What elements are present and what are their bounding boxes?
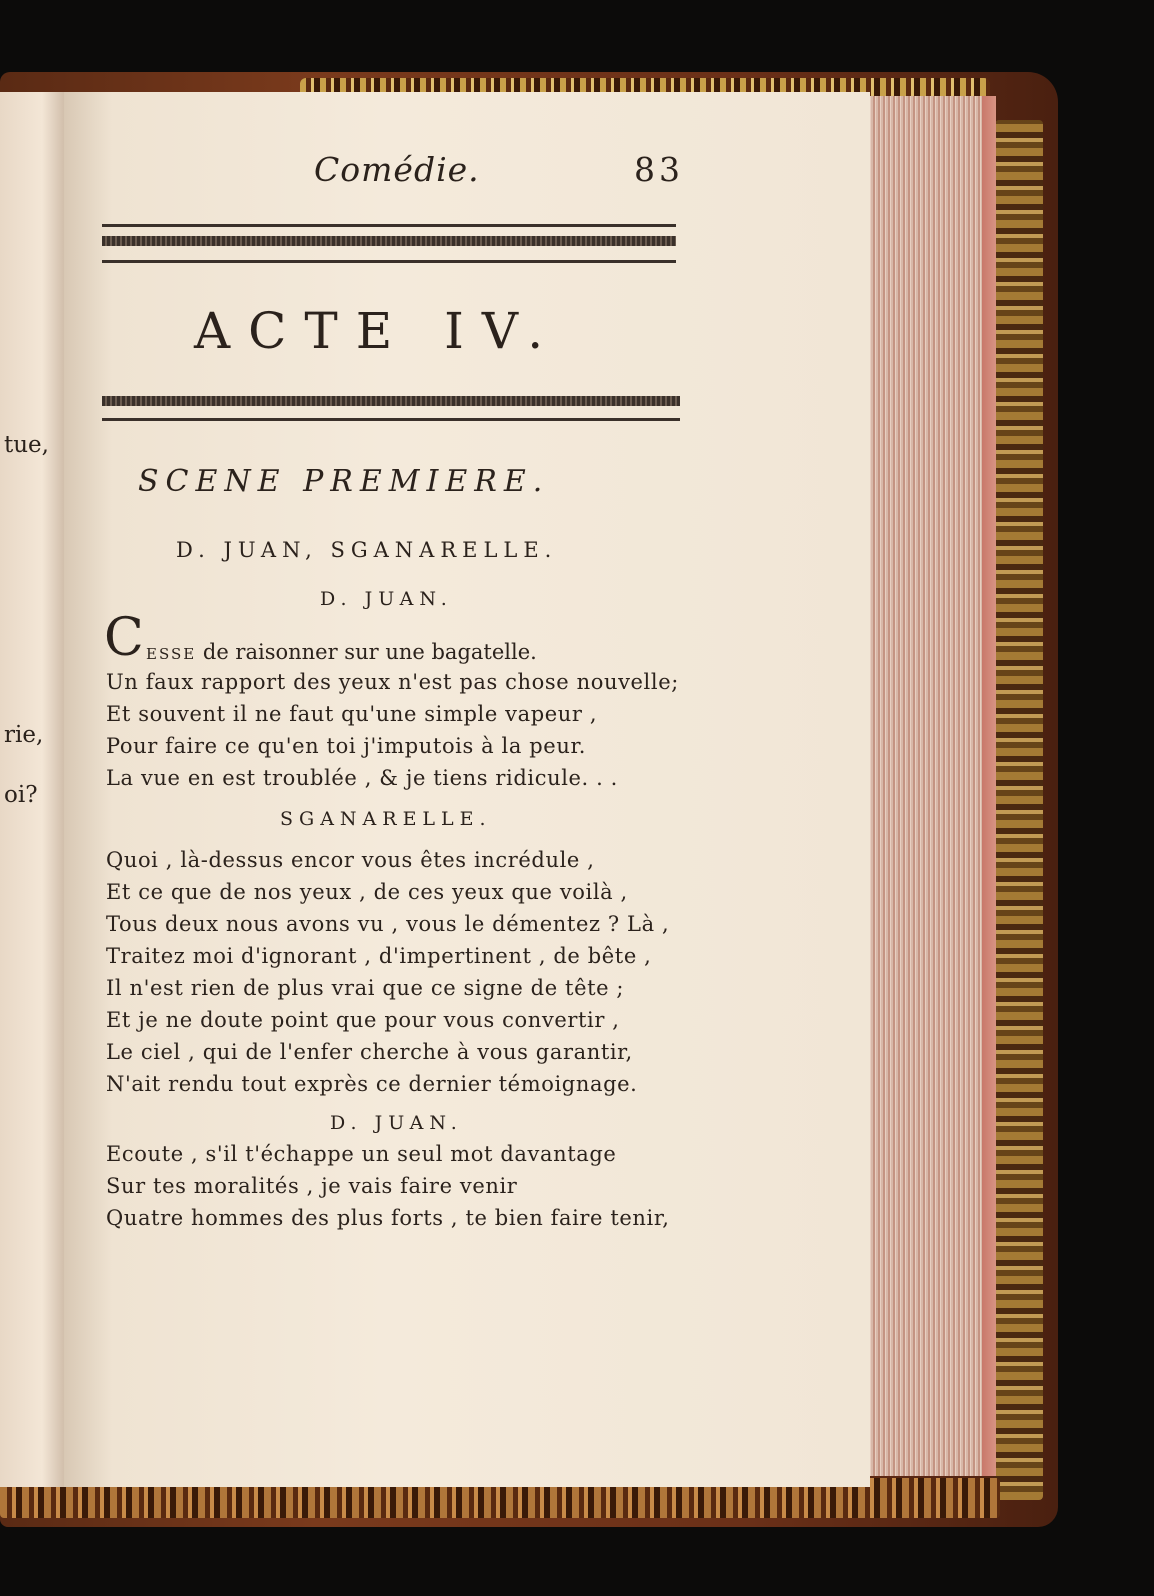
rule-thick xyxy=(102,236,676,246)
speaker-name: D. JUAN. xyxy=(320,588,453,610)
left-page-fragment: tue, xyxy=(4,432,49,458)
verse-line: Traitez moi d'ignorant , d'impertinent , de bête , xyxy=(106,944,652,968)
running-head-title: Comédie. xyxy=(314,150,480,189)
book-page xyxy=(64,92,870,1487)
verse-line: Quatre hommes des plus forts , te bien faire tenir, xyxy=(106,1206,670,1230)
characters-list: D. JUAN, SGANARELLE. xyxy=(176,538,558,562)
verse-line: N'ait rendu tout exprès ce dernier témoignage. xyxy=(106,1072,638,1096)
rule-thin xyxy=(102,224,676,227)
gilt-spine-edge xyxy=(995,120,1043,1500)
running-head xyxy=(64,150,870,190)
verse-line: Et ce que de nos yeux , de ces yeux que voilà , xyxy=(106,880,628,904)
drop-cap: C xyxy=(104,608,144,668)
speaker-name: D. JUAN. xyxy=(330,1112,463,1134)
rule-thin xyxy=(102,260,676,263)
rule-thick xyxy=(102,396,680,406)
verse-line: Un faux rapport des yeux n'est pas chose nouvelle; xyxy=(106,670,679,694)
verse-line: Et je ne doute point que pour vous convertir , xyxy=(106,1008,620,1032)
verse-line: Pour faire ce qu'en toi j'imputois à la peur. xyxy=(106,734,587,758)
verse-line: Le ciel , qui de l'enfer cherche à vous garantir, xyxy=(106,1040,633,1064)
speaker-name: SGANARELLE. xyxy=(280,808,492,830)
first-line-text: de raisonner sur une bagatelle. xyxy=(202,640,537,664)
verse-line: Quoi , là-dessus encor vous êtes incrédule , xyxy=(106,848,595,872)
left-page-fragment: oi? xyxy=(4,782,38,808)
page-number: 83 xyxy=(634,150,684,189)
verse-line: Il n'est rien de plus vrai que ce signe de tête ; xyxy=(106,976,625,1000)
verse-line: Ecoute , s'il t'échappe un seul mot davantage xyxy=(106,1142,617,1166)
verse-line: Tous deux nous avons vu , vous le démentez ? Là , xyxy=(106,912,670,936)
left-page-strip xyxy=(0,92,70,1487)
verse-line: Sur tes moralités , je vais faire venir xyxy=(106,1174,518,1198)
act-title: ACTE IV. xyxy=(194,302,562,360)
verse-line: La vue en est troublée , & je tiens ridicule. . . xyxy=(106,766,618,790)
page-edges xyxy=(866,96,996,1476)
rule-thin xyxy=(102,418,680,421)
scene-title: SCENE PREMIERE. xyxy=(138,464,550,499)
left-page-fragment: rie, xyxy=(4,722,44,748)
verse-line xyxy=(146,640,537,664)
small-caps-word: ESSE xyxy=(146,645,197,663)
verse-line: Et souvent il ne faut qu'une simple vapeur , xyxy=(106,702,598,726)
